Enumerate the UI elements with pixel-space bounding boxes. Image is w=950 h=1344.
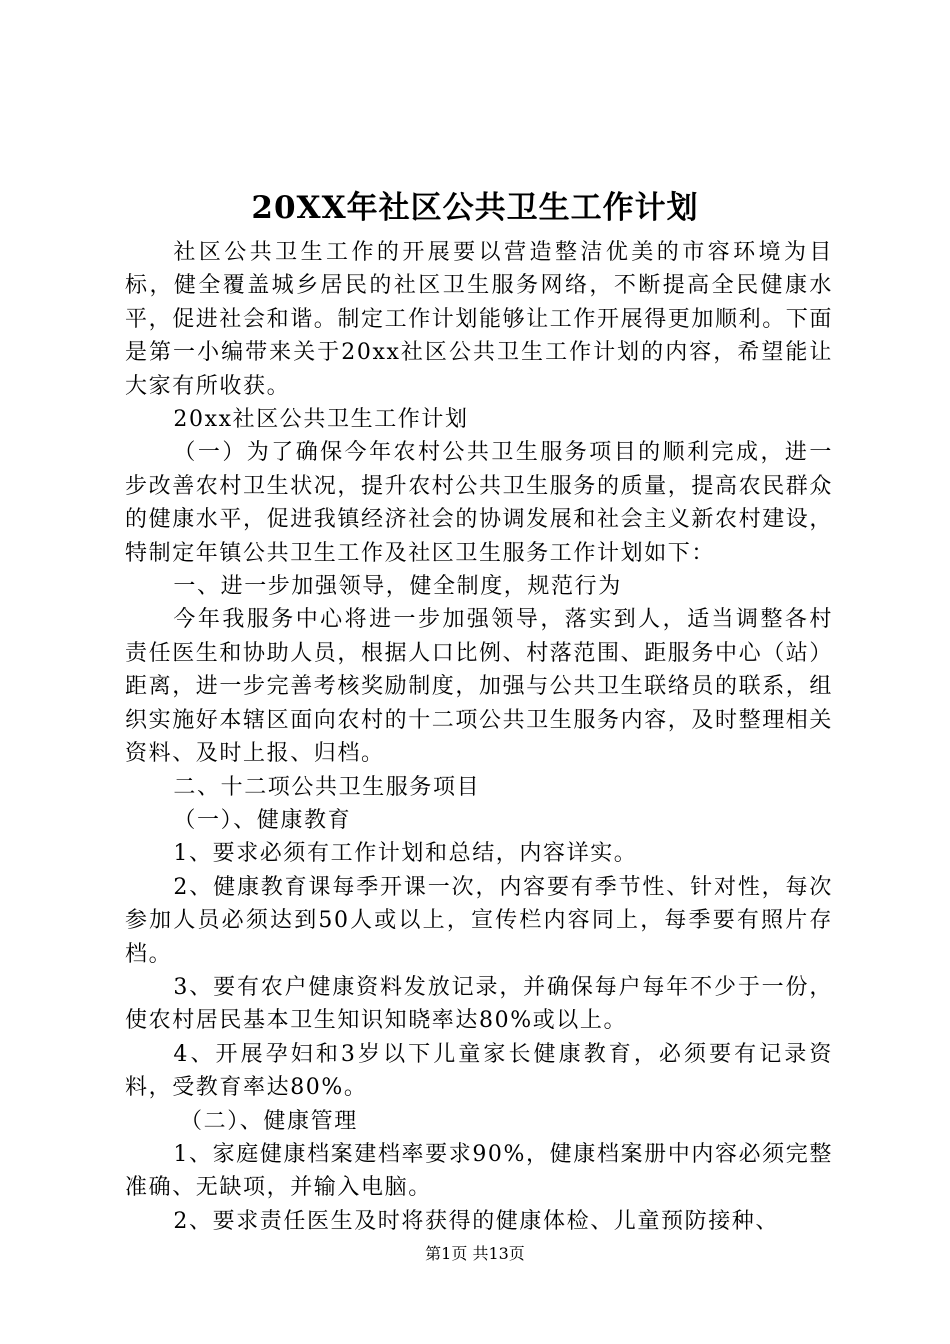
education-item-4: 4、开展孕妇和3岁以下儿童家长健康教育，必须要有记录资料，受教育率达80%。 — [125, 1041, 833, 1101]
leadership-paragraph: 今年我服务中心将进一步加强领导，落实到人，适当调整各村责任医生和协助人员，根据人口比例、村落范围、距服务中心（站）距离，进一步完善考核奖励制度，加强与公共卫生联络员的联系，组织实施好本辖区面向农村的十二项公共卫生服务内容，及时整理相关资料、及时上报、归档。 — [125, 607, 834, 767]
document-title: 20XX年社区公共卫生工作计划 — [251, 190, 699, 226]
heading-health-education: （一）、健康教育 — [173, 807, 352, 833]
document-body — [125, 236, 833, 1238]
page-footer: 第1页 共13页 — [425, 1244, 525, 1263]
heading-leadership: 一、进一步加强领导，健全制度，规范行为 — [173, 574, 622, 600]
heading-twelve-items: 二、十二项公共卫生服务项目 — [173, 774, 481, 800]
education-item-2: 2、健康教育课每季开课一次，内容要有季节性、针对性，每次参加人员必须达到50人或以上，宣传栏内容同上，每季要有照片存档。 — [125, 874, 833, 967]
intro-paragraph: 社区公共卫生工作的开展要以营造整洁优美的市容环境为目标，健全覆盖城乡居民的社区卫生服务网络，不断提高全民健康水平，促进社会和谐。制定工作计划能够让工作开展得更加顺利。下面是第一小编带来关于20xx社区公共卫生工作计划的内容，希望能让大家有所收获。 — [125, 240, 834, 399]
heading-health-management: （二）、健康管理 — [180, 1108, 358, 1134]
education-item-3: 3、要有农户健康资料发放记录，并确保每户每年不少于一份，使农村居民基本卫生知识知晓率达80%或以上。 — [125, 974, 833, 1034]
management-item-2: 2、要求责任医生及时将获得的健康体检、儿童预防接种、 — [173, 1208, 779, 1234]
management-item-1: 1、家庭健康档案建档率要求90%，健康档案册中内容必须完整准确、无缺项，并输入电脑。 — [125, 1141, 833, 1201]
subtitle-paragraph: 20xx社区公共卫生工作计划 — [173, 407, 469, 433]
education-item-1: 1、要求必须有工作计划和总结，内容详实。 — [173, 841, 638, 867]
section-one-intro-paragraph: （一）为了确保今年农村公共卫生服务项目的顺利完成，进一步改善农村卫生状况，提升农村公共卫生服务的质量，提高农民群众的健康水平，促进我镇经济社会的协调发展和社会主义新农村建设，特制定年镇公共卫生工作及社区卫生服务工作计划如下： — [125, 440, 834, 566]
